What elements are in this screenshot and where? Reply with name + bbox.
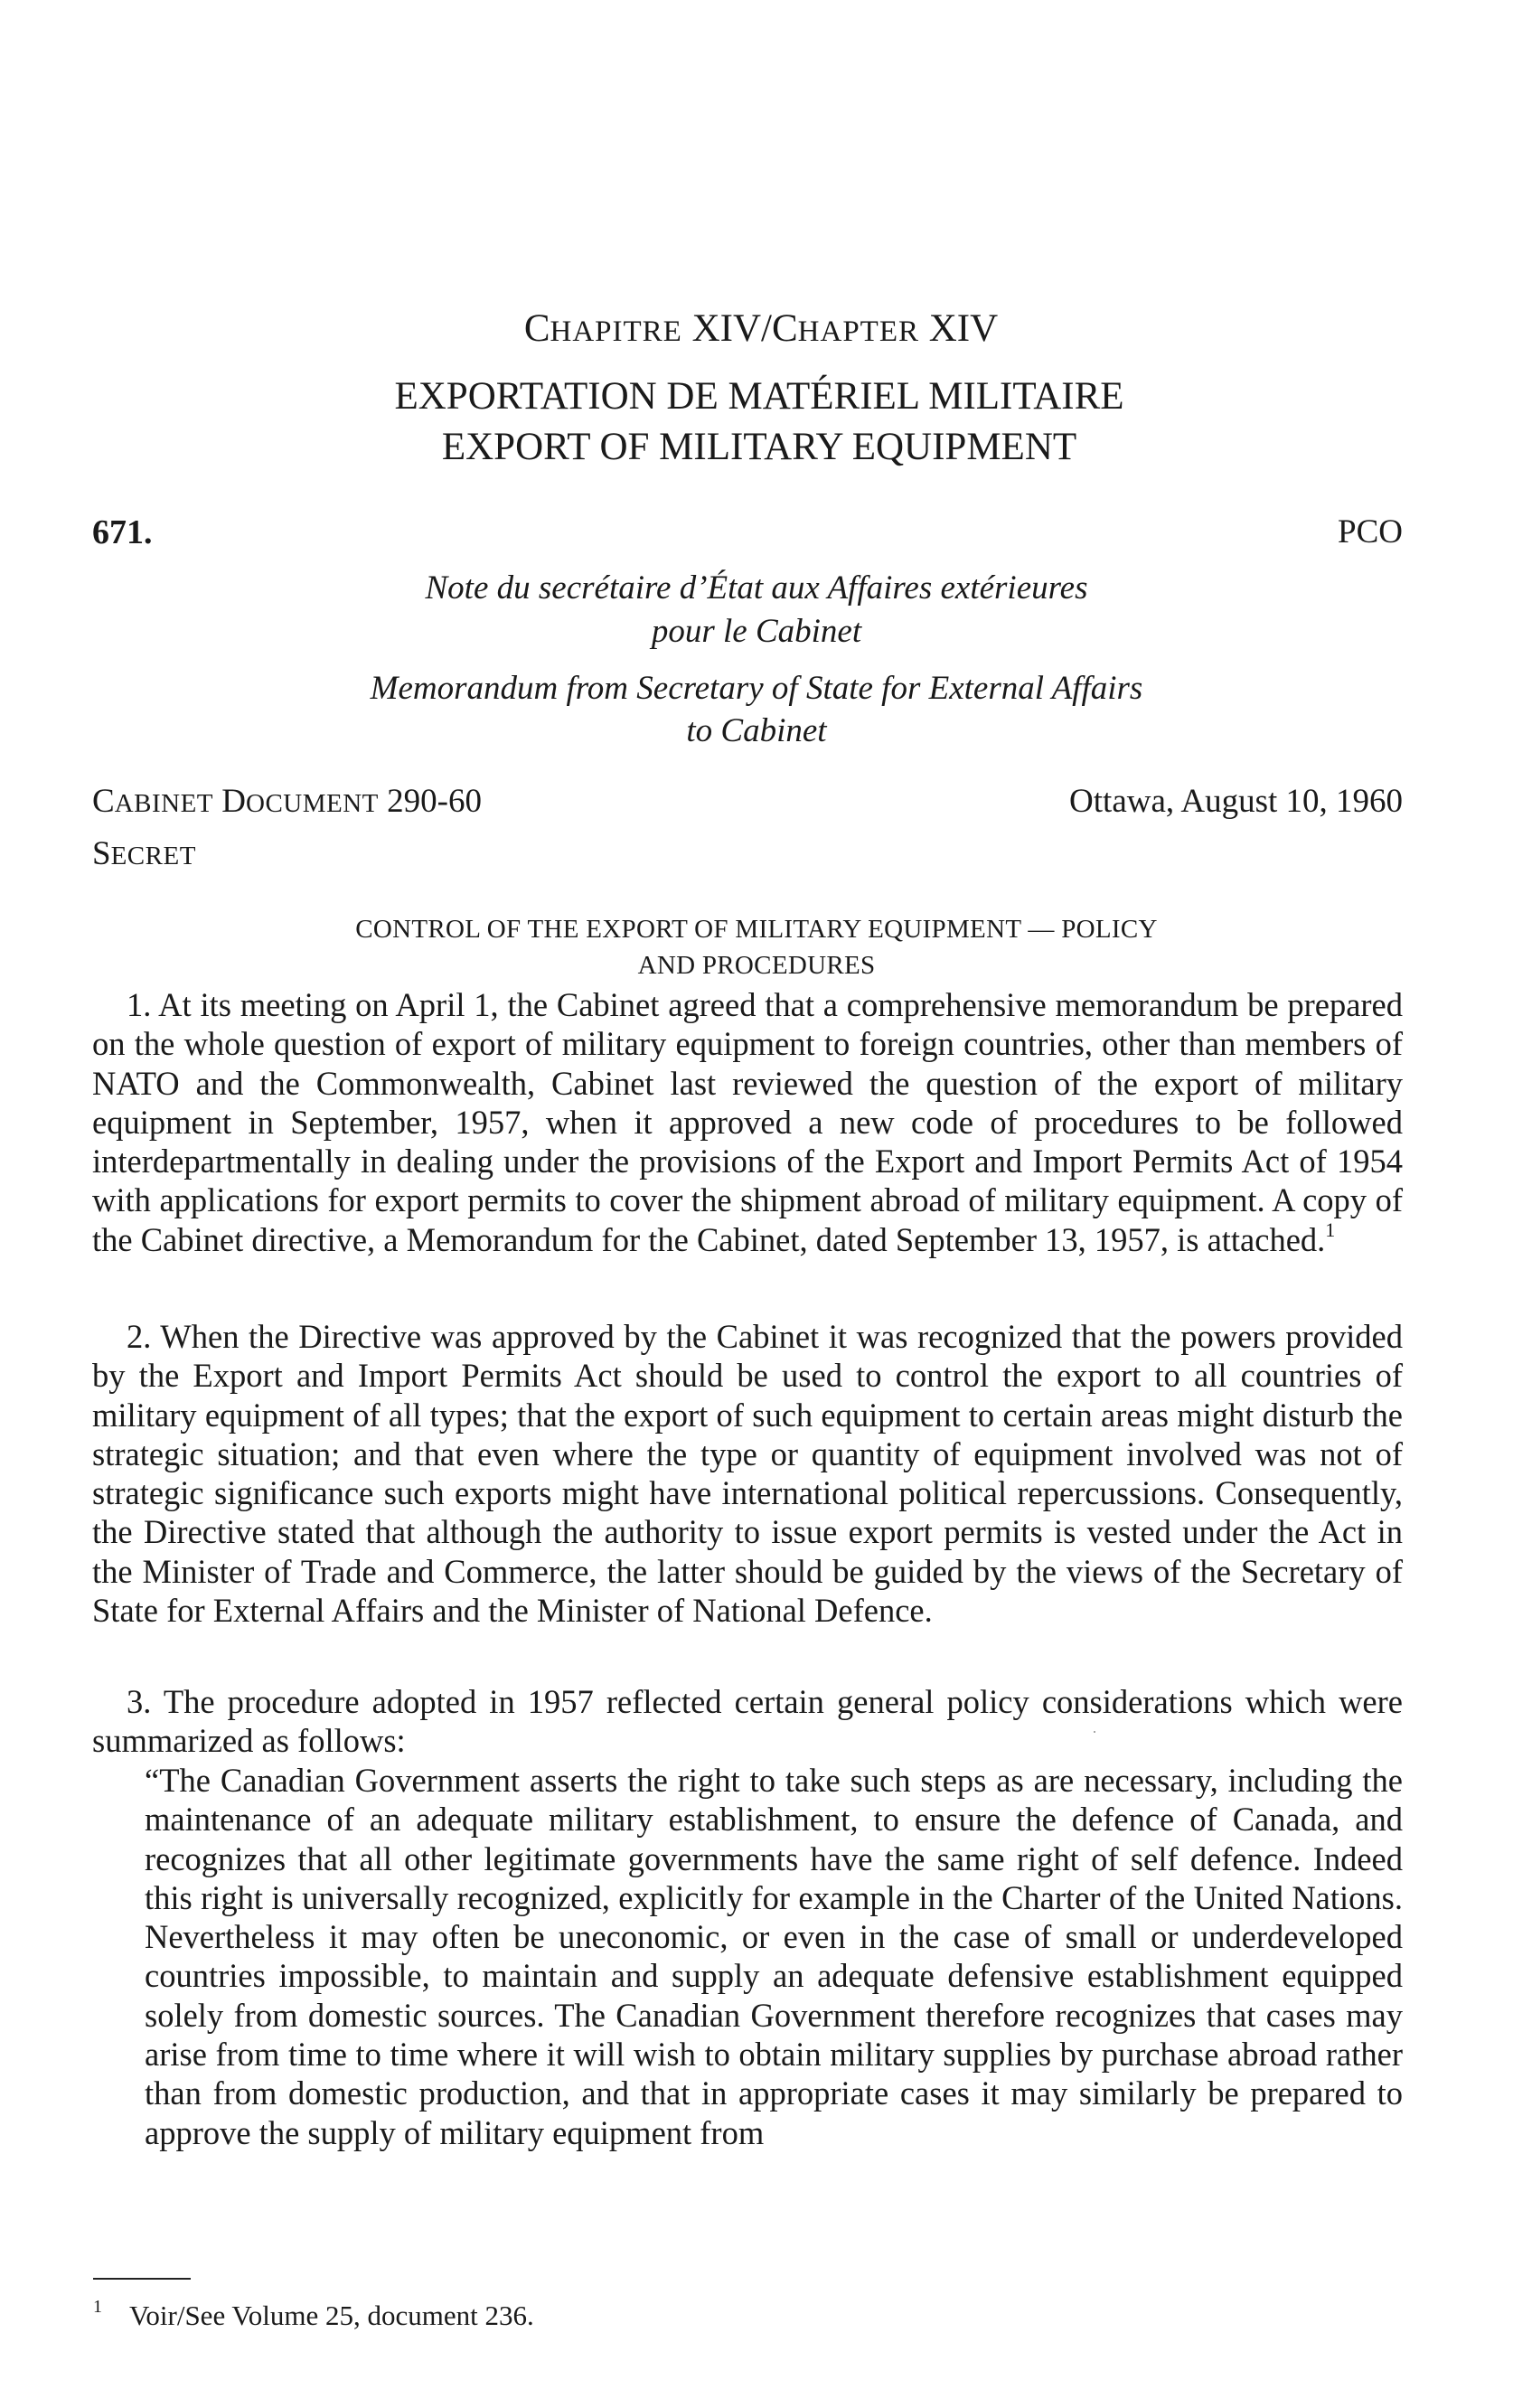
footnote-reference[interactable]: 1 [1325, 1218, 1336, 1241]
chapter-title-fr: EXPORTATION DE MATÉRIEL MILITAIRE [394, 375, 1124, 418]
cabinet-doc-rest2: OCUMENT [246, 789, 379, 818]
chapter-label-fr-rest: HAPITRE [550, 315, 682, 348]
secret-rest: ECRET [110, 842, 196, 870]
document-heading-fr-line1: Note du secrétaire d’État aux Affaires extérieures [425, 569, 1088, 607]
chapter-label-en-initial: C [771, 307, 798, 350]
document-heading-en-line1: Memorandum from Secretary of State for External Affairs [370, 670, 1143, 707]
secret-initial: S [92, 835, 111, 872]
footnote [93, 2289, 534, 2334]
paragraph-2-text: 2. When the Directive was approved by the Cabinet it was recognized that the powers provided by the Export and Import Permits Act should be used to control the export to all countries of military equipment of all types; that the export of such equipment to certain areas might disturb the strategic situation; and that even where the type or quantity of equipment involved was not of strategic significance such exports might have international political repercussions. Consequently, the Directive stated that although the authority to issue export permits is vested under the Act in the Minister of Trade and Commerce, the latter should be guided by the views of the Secretary of State for External Affairs and the Minister of National Defence. [92, 1318, 1403, 1630]
chapter-label-fr-initial: C [523, 307, 550, 350]
classification-label [92, 833, 196, 877]
paragraph-1-text: 1. At its meeting on April 1, the Cabinet agreed that a comprehensive memorandum be prepared on the whole question of export of military equipment to foreign countries, other than members of NATO and the Commonwealth, Cabinet last reviewed the question of the export of military equipment in September, 1957, when it approved a new code of procedures to be followed interdepartmentally in dealing under the provisions of the Export and Import Permits Act of 1954 with applications for export permits to cover the shipment abroad of military equipment. A copy of the Cabinet directive, a Memorandum for the Cabinet, dated September 13, 1957, is attached. [92, 986, 1403, 1258]
chapter-label-fr-number: XIV/ [681, 307, 772, 350]
chapter-label [0, 306, 1513, 355]
document-source: PCO [1338, 513, 1403, 550]
document-number: 671. [92, 513, 153, 551]
paragraph-3-text: 3. The procedure adopted in 1957 reflected certain general policy considerations which were summarized as follows: [92, 1683, 1403, 1760]
footnote-mark: 1 [93, 2297, 102, 2317]
paragraph-1 [92, 985, 1403, 1259]
cabinet-doc-rest1: ABINET [114, 789, 214, 818]
cabinet-doc-number: 290-60 [378, 783, 482, 820]
document-heading-en-line2: to Cabinet [686, 712, 827, 749]
block-quote-text: “The Canadian Government asserts the right to take such steps as are necessary, including the maintenance of an adequate military establishment, to ensure the defence of Canada, and recognizes that all other legitimate governments have the same right of self defence. Indeed this right is universally recognized, explicitly for example in the Charter of the United Nations. Nevertheless it may often be uneconomic, or even in the case of small or underdeveloped countries impossible, to maintain and supply an adequate defensive establishment equipped solely from domestic sources. The Canadian Government therefore recognizes that cases may arise from time to time where it will wish to obtain military supplies by purchase abroad rather than from domestic production, and that in appropriate cases it may similarly be prepared to approve the supply of military equipment from [145, 1762, 1403, 2151]
cabinet-document-label [92, 781, 482, 824]
footnote-text: Voir/See Volume 25, document 236. [129, 2300, 534, 2331]
cabinet-doc-initial1: C [92, 783, 115, 820]
footnote-divider [93, 2278, 191, 2280]
chapter-label-en-number: XIV [919, 307, 999, 350]
subject-line1: CONTROL OF THE EXPORT OF MILITARY EQUIPMENT — POLICY [355, 915, 1158, 944]
cabinet-doc-initial2: D [213, 783, 246, 820]
document-heading-fr-line2: pour le Cabinet [651, 613, 862, 650]
block-quote [145, 1761, 1403, 2152]
paragraph-3 [92, 1682, 1403, 1761]
chapter-label-en-rest: HAPTER [797, 315, 919, 348]
place-date: Ottawa, August 10, 1960 [1069, 783, 1403, 820]
subject-line2: AND PROCEDURES [637, 951, 876, 980]
chapter-title-en: EXPORT OF MILITARY EQUIPMENT [441, 426, 1077, 468]
paragraph-2 [92, 1317, 1403, 1630]
